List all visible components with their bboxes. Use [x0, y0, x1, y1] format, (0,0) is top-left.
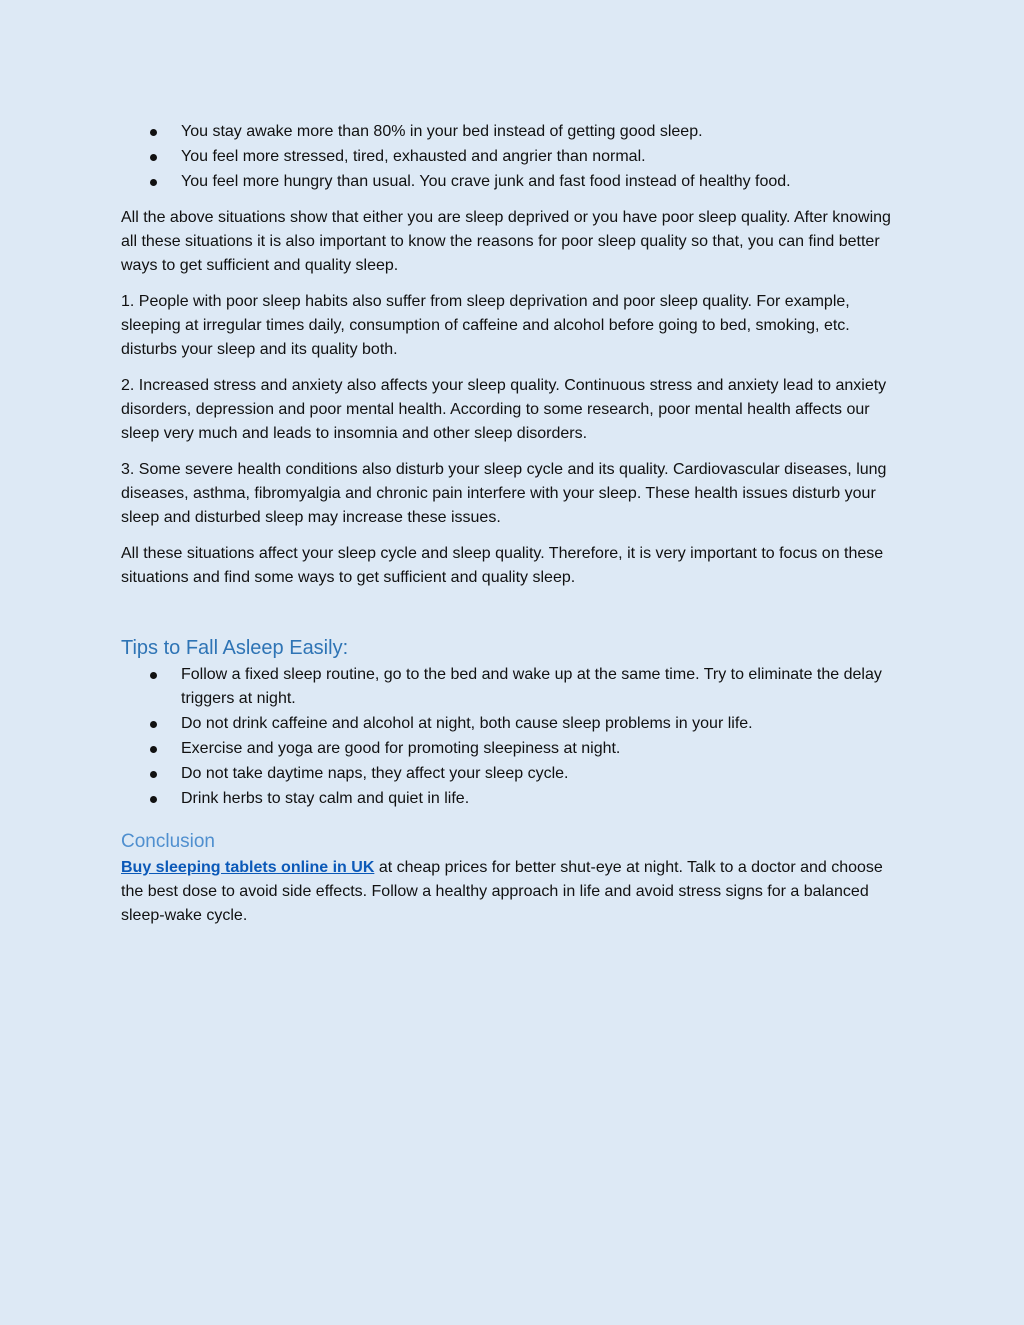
list-item-text: You stay awake more than 80% in your bed instead of getting good sleep.: [181, 123, 703, 140]
list-item: [121, 170, 907, 194]
list-item-text: Do not drink caffeine and alcohol at night, both cause sleep problems in your life.: [181, 715, 753, 732]
bullet-icon: [150, 771, 157, 778]
list-item-text: You feel more stressed, tired, exhausted and angrier than normal.: [181, 148, 646, 165]
bullet-icon: [150, 179, 157, 186]
conclusion-paragraph: [121, 856, 907, 928]
paragraph-reason-1: 1. People with poor sleep habits also suffer from sleep deprivation and poor sleep quality. For example, sleeping at irregular times daily, consumption of caffeine and alcohol before going to bed, smoking, etc. disturbs your sleep and its quality both.: [121, 293, 850, 358]
paragraph-summary: All the above situations show that either you are sleep deprived or you have poor sleep quality. After knowing all these situations it is also important to know the reasons for poor sleep quality so that, you can find better ways to get sufficient and quality sleep.: [121, 209, 891, 274]
list-item: [121, 762, 907, 786]
paragraph-closing: All these situations affect your sleep cycle and sleep quality. Therefore, it is very important to focus on these situations and find some ways to get sufficient and quality sleep.: [121, 545, 884, 586]
list-item: [121, 787, 907, 811]
bullet-icon: [150, 721, 157, 728]
tips-heading: Tips to Fall Asleep Easily:: [121, 637, 349, 659]
list-item-text: Drink herbs to stay calm and quiet in life.: [181, 790, 470, 807]
list-item: [121, 120, 907, 144]
bullet-icon: [150, 154, 157, 161]
conclusion-text: at cheap prices for better shut-eye at night. Talk to a doctor and choose the best dose to avoid side effects. Follow a healthy approach in life and avoid stress signs for a balanced sleep-wake cycle.: [121, 859, 883, 924]
bullet-icon: [150, 796, 157, 803]
list-item-text: You feel more hungry than usual. You crave junk and fast food instead of healthy food.: [181, 173, 791, 190]
symptoms-list: [121, 120, 907, 194]
conclusion-heading: Conclusion: [121, 831, 215, 852]
list-item-text: Exercise and yoga are good for promoting sleepiness at night.: [181, 740, 621, 757]
paragraph-reason-3: 3. Some severe health conditions also disturb your sleep cycle and its quality. Cardiovascular diseases, lung diseases, asthma, fibromyalgia and chronic pain interfere with your sleep. These health issues disturb your sleep and disturbed sleep may increase these issues.: [121, 461, 887, 526]
bullet-icon: [150, 672, 157, 679]
list-item-text: Follow a fixed sleep routine, go to the bed and wake up at the same time. Try to eliminate the delay triggers at night.: [181, 666, 882, 707]
list-item: [121, 737, 907, 761]
bullet-icon: [150, 129, 157, 136]
document-body: [121, 120, 907, 928]
list-item: [121, 712, 907, 736]
tips-list: [121, 663, 907, 811]
list-item: [121, 663, 907, 711]
list-item: [121, 145, 907, 169]
list-item-text: Do not take daytime naps, they affect your sleep cycle.: [181, 765, 569, 782]
bullet-icon: [150, 746, 157, 753]
paragraph-reason-2: 2. Increased stress and anxiety also affects your sleep quality. Continuous stress and anxiety lead to anxiety disorders, depression and poor mental health. According to some research, poor mental health affects our sleep very much and leads to insomnia and other sleep disorders.: [121, 377, 887, 442]
buy-sleeping-tablets-link[interactable]: Buy sleeping tablets online in UK: [121, 859, 375, 876]
